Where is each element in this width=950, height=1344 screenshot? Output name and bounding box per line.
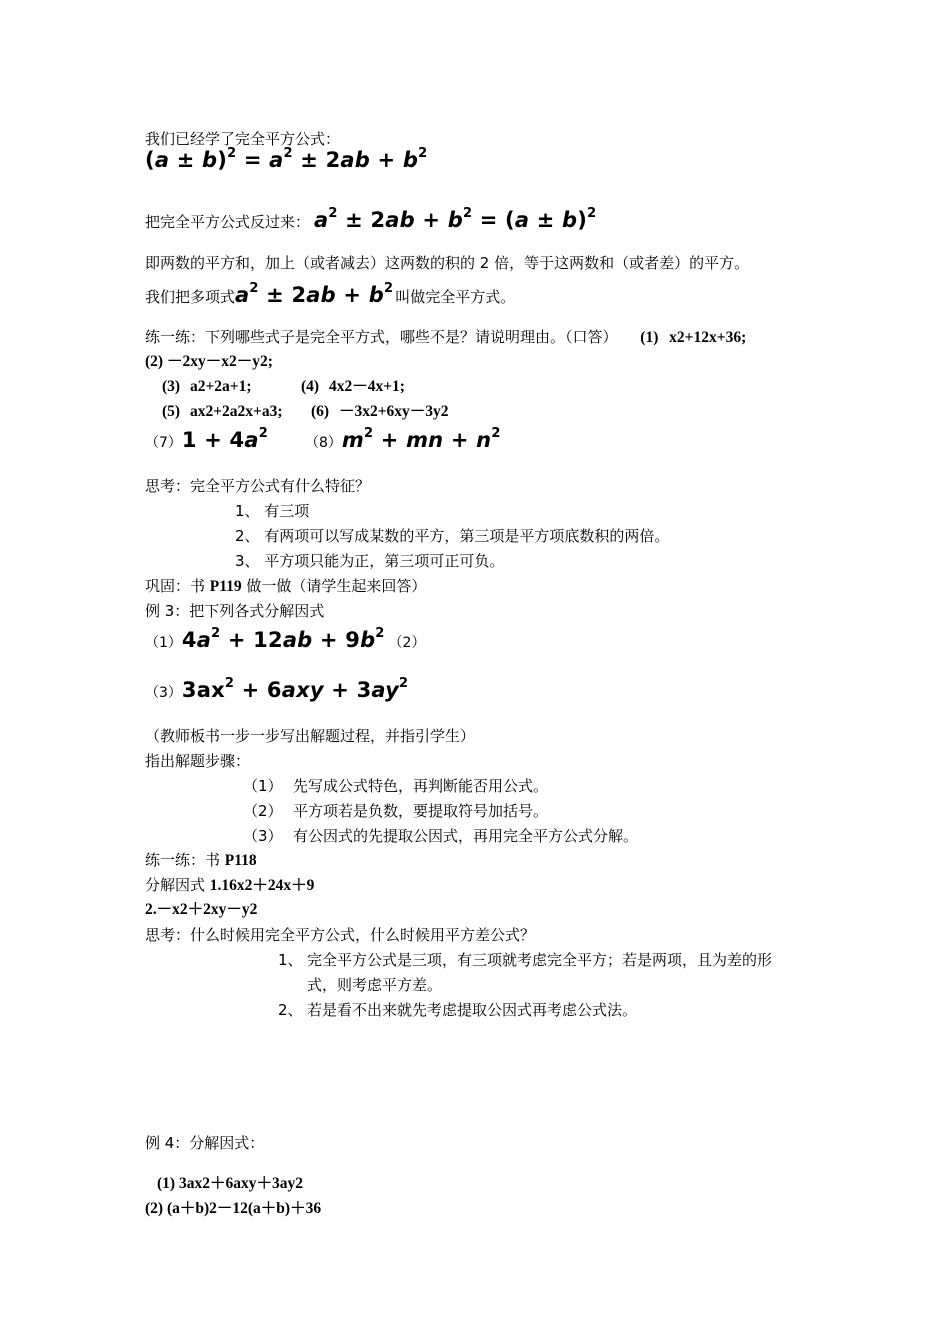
reversed-formula: $a^2 \pm 2ab + b^2 = (a \pm b)^2$	[314, 206, 597, 232]
think2-point1-number: 1、	[278, 951, 303, 969]
practice1-item2: (2) －2xy－x2－y2;	[145, 353, 273, 370]
practice1-item6: －3x2+6xy－3y2	[338, 403, 449, 420]
think2-title: 思考：什么时候用完全平方公式，什么时候用平方差公式？	[145, 926, 536, 944]
example4-title: 例 4：分解因式：	[145, 1134, 265, 1152]
consolidate-page: P119	[209, 578, 242, 595]
think2-point1-a: 完全平方公式是三项，有三项就考虑完全平方；若是两项，且为差的形	[307, 951, 773, 969]
example3-step3: 有公因式的先提取公因式，再用完全平方公式分解。	[293, 827, 639, 845]
practice1-item8-formula: $m^2$ + mn + $n^2$	[341, 426, 501, 452]
example3-teacher-note: （教师板书一步一步写出解题过程，并指引学生）	[145, 727, 476, 745]
example3-number2: （2）	[388, 635, 426, 651]
example4-item1: (1) 3ax2＋6axy＋3ay2	[157, 1175, 303, 1192]
example3-title: 例 3：把下列各式分解因式	[145, 602, 325, 620]
practice2-line	[145, 850, 257, 871]
practice1-row6	[311, 402, 449, 422]
practice1-prompt: 练一练：下列哪些式子是完全平方式，哪些不是？请说明理由。（口答）	[145, 328, 618, 346]
example3-formula1: $4a^2 + 12ab + 9b^2$	[181, 626, 385, 652]
practice2-page: P118	[224, 852, 257, 869]
practice1-item1: x2+12x+36;	[669, 329, 747, 346]
practice1-item5-number: (5)	[162, 403, 181, 420]
practice1-item7-formula: $1 + 4a^2$	[181, 426, 268, 452]
intro-reverse	[145, 206, 597, 232]
practice2-line1	[145, 875, 314, 896]
practice1-item3-number: (3)	[162, 378, 181, 395]
example3-number3: （3）	[145, 685, 182, 701]
perfect-square-formula: $(a \pm b)^2 = a^2 \pm 2ab + b^2$	[145, 146, 428, 172]
example4-item2: (2) (a＋b)2－12(a＋b)＋36	[145, 1200, 322, 1217]
practice1-item8-number: （8）	[305, 435, 342, 451]
think2-point1-b: 式，则考虑平方差。	[307, 976, 443, 994]
intro-learned: 我们已经学了完全平方公式：	[145, 130, 341, 148]
practice2-item1: 1.16x2＋24x＋9	[209, 877, 315, 894]
consolidate-prefix: 巩固：书	[145, 577, 210, 595]
example3-steps-title: 指出解题步骤：	[145, 752, 251, 770]
consolidate-line	[145, 576, 426, 597]
example3-formula3: $3ax^2 + 6axy + 3ay^2$	[181, 676, 409, 702]
practice1-row4	[301, 377, 405, 397]
example3-step3-number: （3）	[243, 827, 283, 845]
think1-point2: 2、 有两项可以写成某数的平方，第三项是平方项底数积的两倍。	[235, 527, 670, 545]
practice1-item3: a2+2a+1;	[189, 378, 252, 395]
think1-point3: 3、 平方项只能为正，第三项可正可负。	[235, 552, 505, 570]
practice2-prefix: 练一练：书	[145, 851, 225, 869]
example3-step1-number: （1）	[243, 777, 283, 795]
practice1-row7	[145, 426, 268, 453]
think2-point2: 若是看不出来就先考虑提取公因式再考虑公式法。	[307, 1001, 638, 1019]
practice1-row3	[162, 377, 252, 397]
example3-step2-number: （2）	[243, 802, 283, 820]
example3-row3	[145, 676, 409, 703]
think1-title: 思考：完全平方公式有什么特征？	[145, 477, 371, 495]
example3-row1	[145, 626, 426, 653]
consolidate-suffix: 做一做（请学生起来回答）	[241, 577, 427, 595]
practice2-line1-prefix: 分解因式	[145, 876, 210, 894]
example3-number1: （1）	[145, 635, 182, 651]
practice1-item6-number: (6)	[311, 403, 330, 420]
think1-point1: 1、 有三项	[235, 502, 310, 520]
intro-meaning: 即两数的平方和，加上（或者减去）这两数的积的 2 倍，等于这两数和（或者差）的平方。	[145, 254, 750, 272]
practice1-row5	[162, 402, 283, 422]
practice1-line1	[145, 327, 746, 348]
practice1-item1-number: (1)	[640, 329, 659, 346]
practice1-item7-number: （7）	[145, 435, 182, 451]
example3-step2: 平方项若是负数，要提取符号加括号。	[293, 802, 549, 820]
intro-polynomial	[145, 281, 516, 307]
practice2-item2: 2.－x2＋2xy－y2	[145, 901, 258, 918]
practice1-item4-number: (4)	[301, 378, 320, 395]
example3-step1: 先写成公式特色，再判断能否用公式。	[293, 777, 549, 795]
practice1-row8	[305, 426, 501, 453]
practice1-item5: ax2+2a2x+a3;	[189, 403, 283, 420]
practice1-item4: 4x2－4x+1;	[328, 378, 405, 395]
intro-reverse-label: 把完全平方公式反过来：	[145, 213, 311, 231]
polynomial-expression: $a^2 \pm 2ab + b^2$	[235, 281, 394, 307]
think2-point2-number: 2、	[278, 1001, 303, 1019]
intro-poly-prefix: 我们把多项式	[145, 288, 236, 306]
intro-poly-suffix: 叫做完全平方式。	[395, 288, 516, 306]
